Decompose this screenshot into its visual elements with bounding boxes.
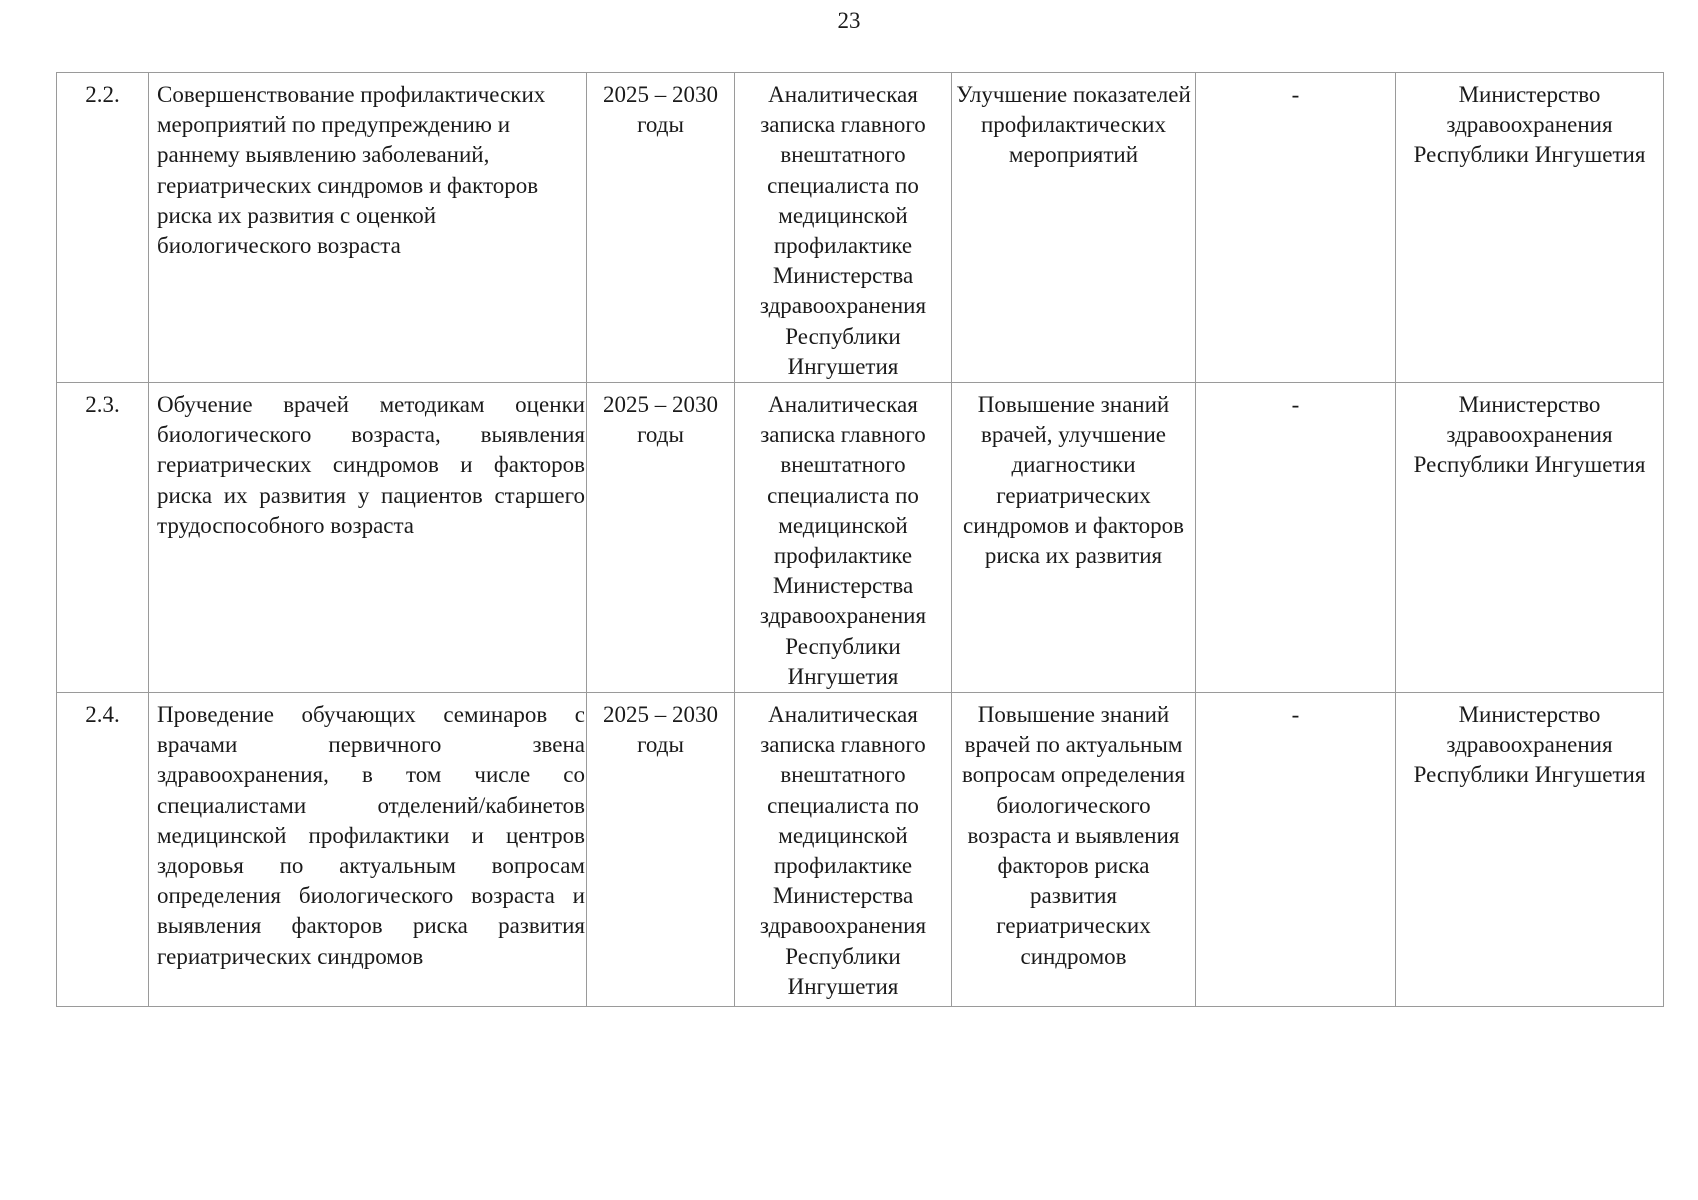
row-number: 2.2.	[57, 73, 149, 383]
page-number: 23	[837, 8, 861, 33]
control-document: Аналитическая записка главного внештатного специалиста по медицинской профилактике Министерства здравоохранения Республики Ингушетия	[735, 73, 952, 383]
responsible-executor: Министерство здравоохранения Республики Ингушетия	[1396, 73, 1664, 383]
control-document: Аналитическая записка главного внештатного специалиста по медицинской профилактике Министерства здравоохранения Республики Ингушетия	[735, 693, 952, 1007]
expected-result: Улучшение показателей профилактических мероприятий	[952, 73, 1196, 383]
expected-result: Повышение знаний врачей по актуальным вопросам определения биологического возраста и выявления факторов риска развития гериатрических синдромов	[952, 693, 1196, 1007]
measures-table	[56, 72, 1664, 1007]
measure-period: 2025 – 2030 годы	[587, 73, 735, 383]
indicator-value: -	[1196, 383, 1396, 693]
table-row	[57, 693, 1664, 1007]
table-row	[57, 383, 1664, 693]
control-document: Аналитическая записка главного внештатного специалиста по медицинской профилактике Министерства здравоохранения Республики Ингушетия	[735, 383, 952, 693]
measure-period: 2025 – 2030 годы	[587, 383, 735, 693]
row-number: 2.4.	[57, 693, 149, 1007]
measure-period: 2025 – 2030 годы	[587, 693, 735, 1007]
row-number: 2.3.	[57, 383, 149, 693]
measure-name: Совершенствование профилактических мероприятий по предупреждению и раннему выявлению заболеваний, гериатрических синдромов и факторов риска их развития с оценкой биологического возраста	[149, 73, 587, 383]
indicator-value: -	[1196, 693, 1396, 1007]
responsible-executor: Министерство здравоохранения Республики Ингушетия	[1396, 383, 1664, 693]
measure-name: Проведение обучающих семинаров с врачами первичного звена здравоохранения, в том числе со специалистами отделений/кабинетов медицинской профилактики и центров здоровья по актуальным вопросам определения биологического возраста и выявления факторов риска развития гериатрических синдромов	[149, 693, 587, 1007]
table-row	[57, 73, 1664, 383]
measure-name: Обучение врачей методикам оценки биологического возраста, выявления гериатрических синдромов и факторов риска их развития у пациентов старшего трудоспособного возраста	[149, 383, 587, 693]
indicator-value: -	[1196, 73, 1396, 383]
responsible-executor: Министерство здравоохранения Республики Ингушетия	[1396, 693, 1664, 1007]
expected-result: Повышение знаний врачей, улучшение диагностики гериатрических синдромов и факторов риска их развития	[952, 383, 1196, 693]
